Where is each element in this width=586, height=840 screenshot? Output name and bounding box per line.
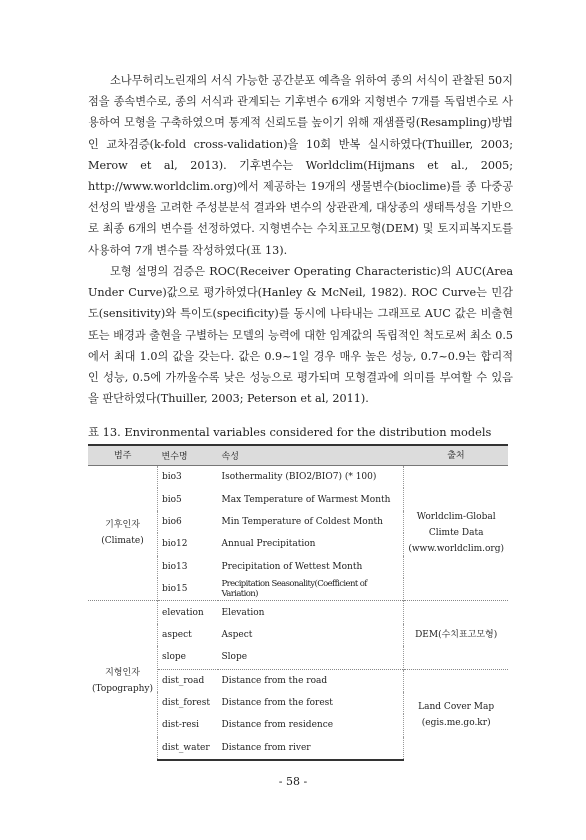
variable-cell: elevation (158, 601, 218, 624)
variable-cell: aspect (162, 629, 192, 640)
attribute-cell: Elevation (218, 601, 404, 624)
body-paragraph-1: 소나무허리노린재의 서식 가능한 공간분포 예측을 위하여 종의 서식이 관찰된 50지점을 종속변수로, 종의 서식과 관계되는 기후변수 6개와 지형변수 7개를 독립변수로 사용하여 모형을 구축하였으며 통계적 신뢰도를 높이기 위해 재샘플링(Resampling)방법인 교차검증(k-fold cross-validation)을 10회 반복 실시하였다(Thuiller, 2003; Merow et al, 2013). 기후변수는 Worldclim(Hijmans et al., 2005; http://www.worldclim.org)에서 제공하는 19개의 생물변수(bioclime)를 종 다중공선성의 발생을 고려한 주성분분석 결과와 변수의 상관관계, 대상종의 생태특성을 기반으로 최종 6개의 변수를 선정하였다. 지형변수는 수치표고모형(DEM) 및 토지피복지도를 사용하여 7개 변수를 작성하였다(표 13). (88, 74, 513, 257)
variable-cell: bio15 (162, 584, 188, 595)
table-header-row (88, 445, 508, 466)
variable-cell: bio3 (162, 472, 182, 483)
table-caption: 표 13. Environmental variables considered for the distribution models (88, 425, 492, 439)
variable-cell: dist-resi (162, 720, 200, 731)
attribute-cell: Aspect (218, 624, 404, 646)
category-climate (88, 466, 158, 601)
source-landcover-label: Land Cover Map (egis.me.go.kr) (418, 701, 495, 728)
header-source: 출처 (404, 445, 508, 466)
attribute-cell: Precipitation Seasonality(Coefficient of Variation) (218, 578, 404, 601)
attribute-cell: Distance from the road (218, 669, 404, 692)
variable-cell: dist_forest (162, 698, 210, 709)
page-number: - 58 - (278, 775, 308, 788)
category-climate-label: 기후인자 (Climate) (101, 520, 144, 547)
attribute-cell: Distance from residence (218, 714, 404, 736)
header-variable: 변수명 (158, 445, 218, 466)
source-landcover (404, 669, 508, 760)
attribute-cell: Max Temperature of Warmest Month (218, 488, 404, 510)
environmental-variables-table (88, 444, 508, 761)
attribute-cell: Annual Precipitation (218, 533, 404, 555)
header-attribute: 속성 (218, 445, 404, 466)
variable-cell: bio13 (162, 561, 188, 572)
attribute-cell: Precipitation of Wettest Month (218, 556, 404, 578)
source-worldclim-label: Worldclim-Global Climte Data (www.worldclim.org) (408, 512, 504, 555)
variable-cell: dist_water (158, 737, 218, 760)
variable-cell: slope (162, 652, 187, 663)
table-row (88, 601, 508, 624)
source-worldclim (404, 466, 508, 601)
category-topography-label: 지형인자 (Topography) (92, 667, 153, 694)
variable-cell: bio12 (162, 539, 188, 550)
variable-cell: dist_road (158, 669, 218, 692)
category-topography (88, 601, 158, 760)
variable-cell: bio5 (162, 494, 182, 505)
attribute-cell: Slope (218, 646, 404, 669)
attribute-cell: Min Temperature of Coldest Month (218, 511, 404, 533)
attribute-cell: Distance from river (218, 737, 404, 760)
header-category: 범주 (88, 445, 158, 466)
source-dem: DEM(수치표고모형) (404, 601, 508, 669)
attribute-cell: Distance from the forest (218, 692, 404, 714)
variable-cell: bio6 (162, 516, 182, 527)
attribute-cell: Isothermality (BIO2/BIO7) (* 100) (218, 466, 404, 489)
table-row (88, 466, 508, 489)
body-paragraph-2: 모형 설명의 검증은 ROC(Receiver Operating Characteristic)의 AUC(Area Under Curve)값으로 평가하였다(Hanley & McNeil, 1982). ROC Curve는 민감도(sensitivity)와 특이도(specificity)를 동시에 나타내는 그래프로 AUC 값은 비출현 또는 배경과 출현을 구별하는 모델의 능력에 대한 임계값의 독립적인 척도로써 최소 0.5에서 최대 1.0의 값을 갖는다. 값은 0.9~1일 경우 매우 높은 성능, 0.7~0.9는 합리적인 성능, 0.5에 가까울수록 낮은 성능으로 평가되며 모형결과에 의미를 부여할 수 있음을 판단하였다(Thuiller, 2003; Peterson et al, 2011). (88, 265, 513, 406)
